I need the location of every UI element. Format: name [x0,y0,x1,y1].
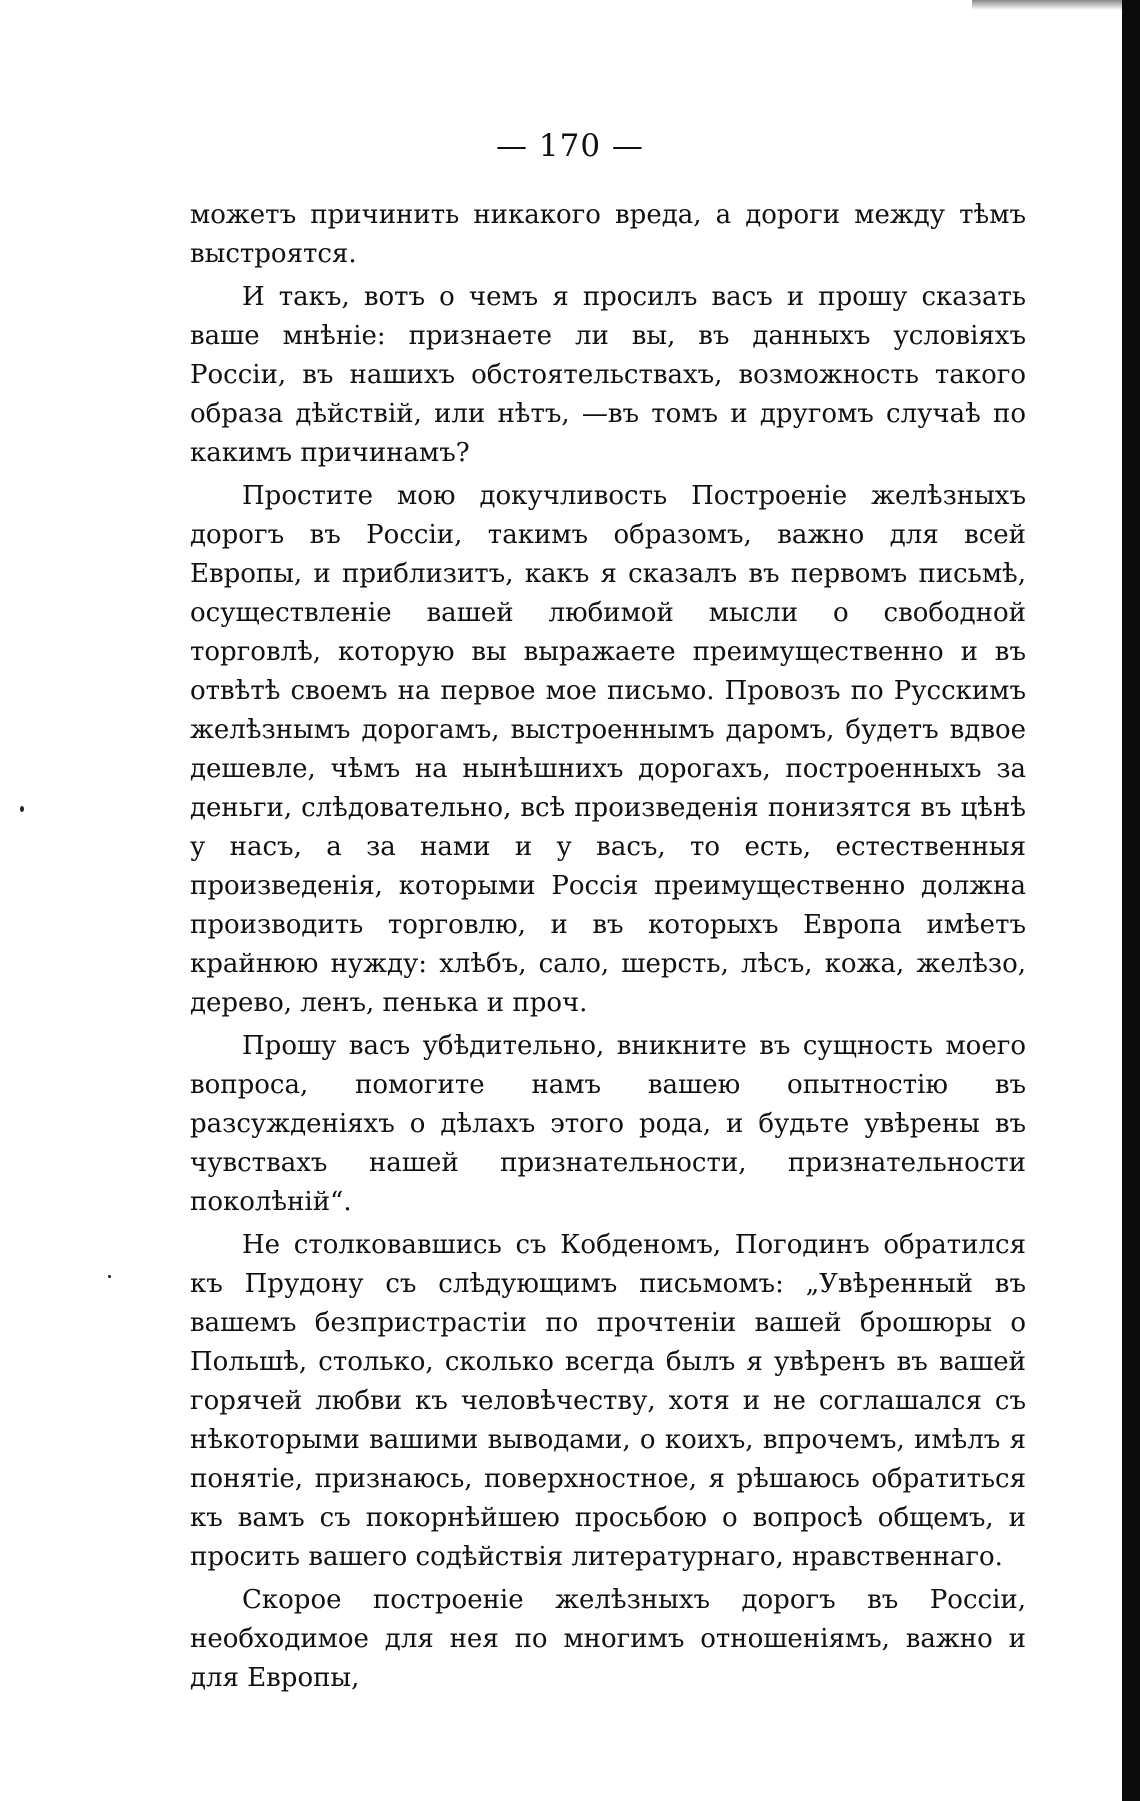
paragraph: И такъ, вотъ о чемъ я просилъ васъ и прошу сказать ваше мнѣніе: признаете ли вы, въ данныхъ условіяхъ Россіи, въ нашихъ обстоятельствахъ, возможность такого образа дѣйствій, или нѣтъ, —въ томъ и другомъ случаѣ по какимъ причинамъ? [190,282,1026,468]
paragraph: Скорое построеніе желѣзныхъ дорогъ въ Россіи, необходимое для нея по многимъ отношеніямъ, важно и для Европы, [190,1585,1026,1693]
page-edge-shadow [1122,0,1140,1801]
paragraph: Простите мою докучливость Построеніе желѣзныхъ дорогъ въ Россіи, такимъ образомъ, важно для всей Европы, и приблизитъ, какъ я сказалъ въ первомъ письмѣ, осуществленіе вашей любимой мысли о свободной торговлѣ, которую вы выражаете преимущественно и въ отвѣтѣ своемъ на первое мое письмо. Провозъ по Русскимъ желѣзнымъ дорогамъ, выстроеннымъ даромъ, будетъ вдвое дешевле, чѣмъ на нынѣшнихъ дорогахъ, построенныхъ за деньги, слѣдовательно, всѣ произведенія понизятся въ цѣнѣ у насъ, а за нами и у васъ, то есть, естественныя произведенія, которыми Россія преимущественно должна производить торговлю, и въ которыхъ Европа имѣетъ крайнюю нужду: хлѣбъ, сало, шерсть, лѣсъ, кожа, желѣзо, дерево, ленъ, пенька и проч. [190,481,1026,1018]
page-number: — 170 — [496,128,644,164]
ink-speck [20,806,24,812]
paragraph: Не столковавшись съ Кобденомъ, Погодинъ обратился къ Прудону съ слѣдующимъ письмомъ: „Увѣренный въ вашемъ безпристрастіи по прочтеніи вашей брошюры о Польшѣ, столько, сколько всегда былъ я увѣренъ въ вашей горячей любви къ человѣчеству, хотя и не соглашался съ нѣкоторыми вашими выводами, о коихъ, впрочемъ, имѣлъ я понятіе, признаюсь, поверхностное, я рѣшаюсь обратиться къ вамъ съ покорнѣйшею просьбою о вопросѣ общемъ, и просить вашего содѣйствія литературнаго, нравственнаго. [190,1230,1026,1572]
document-body [190,196,1026,1702]
paragraph-continued: можетъ причинить никакого вреда, а дороги между тѣмъ выстроятся. [190,200,1026,269]
ink-speck [108,1275,111,1278]
paragraph: Прошу васъ убѣдительно, вникните въ сущность моего вопроса, помогите намъ вашею опытностію въ разсужденіяхъ о дѣлахъ этого рода, и будьте увѣрены въ чувствахъ нашей признательности, признательности поколѣній“. [190,1031,1026,1217]
page-top-smudge [972,0,1122,10]
